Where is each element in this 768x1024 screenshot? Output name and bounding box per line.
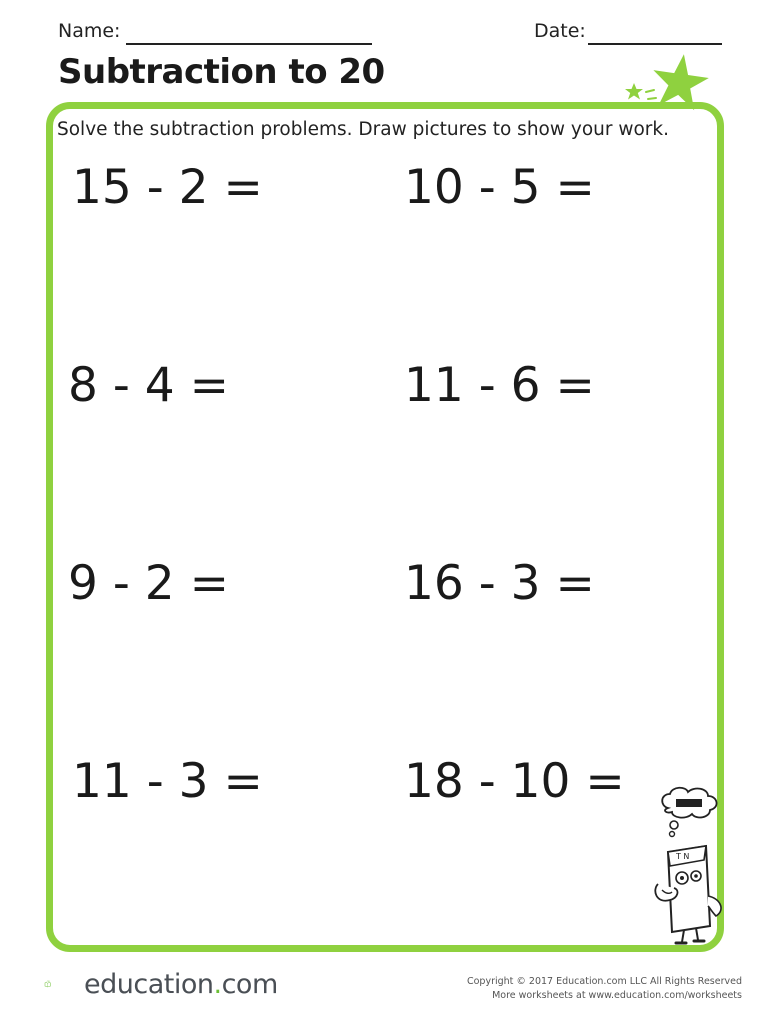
date-line[interactable] [588, 43, 722, 45]
copyright-text: Copyright © 2017 Education.com LLC All Rights Reserved [466, 976, 742, 987]
book-logo-icon [44, 962, 84, 1006]
name-label: Name: [58, 20, 121, 42]
more-worksheets-link[interactable]: More worksheets at www.education.com/worksheets [492, 990, 742, 1001]
problem-1: 15 - 2 = [72, 160, 263, 215]
problem-4: 11 - 6 = [404, 358, 595, 413]
logo-dot: . [213, 969, 222, 1000]
logo-tld: com [221, 969, 278, 1000]
name-line[interactable] [126, 43, 372, 45]
copyright-block [467, 975, 742, 1003]
problem-7: 11 - 3 = [72, 754, 263, 809]
mascot-illustration [650, 786, 730, 948]
logo-wordmark[interactable] [84, 969, 278, 1000]
problem-3: 8 - 4 = [68, 358, 229, 413]
date-label: Date: [534, 20, 586, 42]
instructions: Solve the subtraction problems. Draw pictures to show your work. [57, 119, 669, 140]
problem-8: 18 - 10 = [404, 754, 625, 809]
problem-6: 16 - 3 = [404, 556, 595, 611]
logo-main: education [84, 969, 214, 1000]
page-title: Subtraction to 20 [58, 52, 385, 92]
svg-text:T N: T N [676, 852, 690, 861]
star-icon [618, 50, 718, 120]
problem-5: 9 - 2 = [68, 556, 229, 611]
worksheet-frame [46, 102, 724, 952]
minus-sign-icon [676, 799, 702, 807]
small-star-icon [625, 83, 643, 100]
problem-2: 10 - 5 = [404, 160, 595, 215]
